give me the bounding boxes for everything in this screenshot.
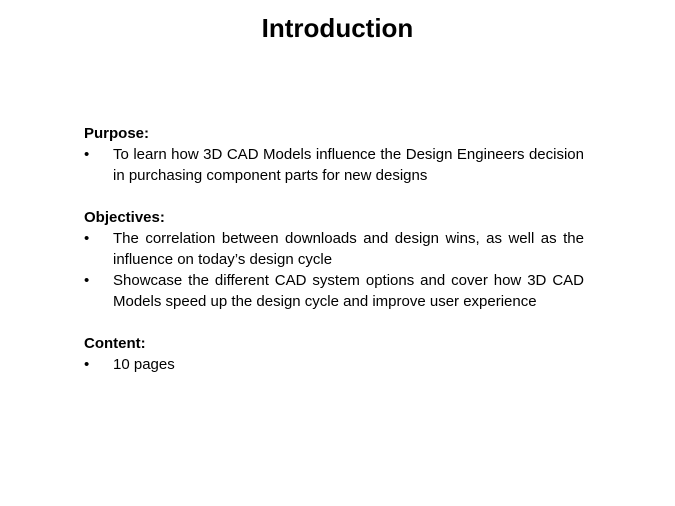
bullet-icon: • [84,230,90,247]
bullet-icon: • [84,146,90,163]
objectives-heading: Objectives: [84,209,165,226]
list-item-text: Showcase the different CAD system options and cover how 3D CAD Models speed up the design cycle and improve user experience [113,272,584,310]
objectives-section [84,208,584,312]
purpose-heading: Purpose: [84,125,150,142]
list-item-text: 10 pages [113,356,175,373]
content-section [84,334,584,375]
purpose-list [84,144,584,186]
purpose-section [84,124,584,186]
bullet-icon: • [84,272,90,289]
list-item [84,144,584,186]
content-heading: Content: [84,335,146,352]
objectives-list [84,228,584,312]
bullet-icon: • [84,356,90,373]
slide-title: Introduction [261,13,414,43]
content-list [84,354,584,375]
list-item [84,354,584,375]
list-item-text: To learn how 3D CAD Models influence the Design Engineers decision in purchasing component parts for new designs [113,146,584,184]
slide-body [84,124,584,397]
list-item [84,228,584,270]
list-item-text: The correlation between downloads and design wins, as well as the influence on today’s design cycle [113,230,584,268]
list-item [84,270,584,312]
